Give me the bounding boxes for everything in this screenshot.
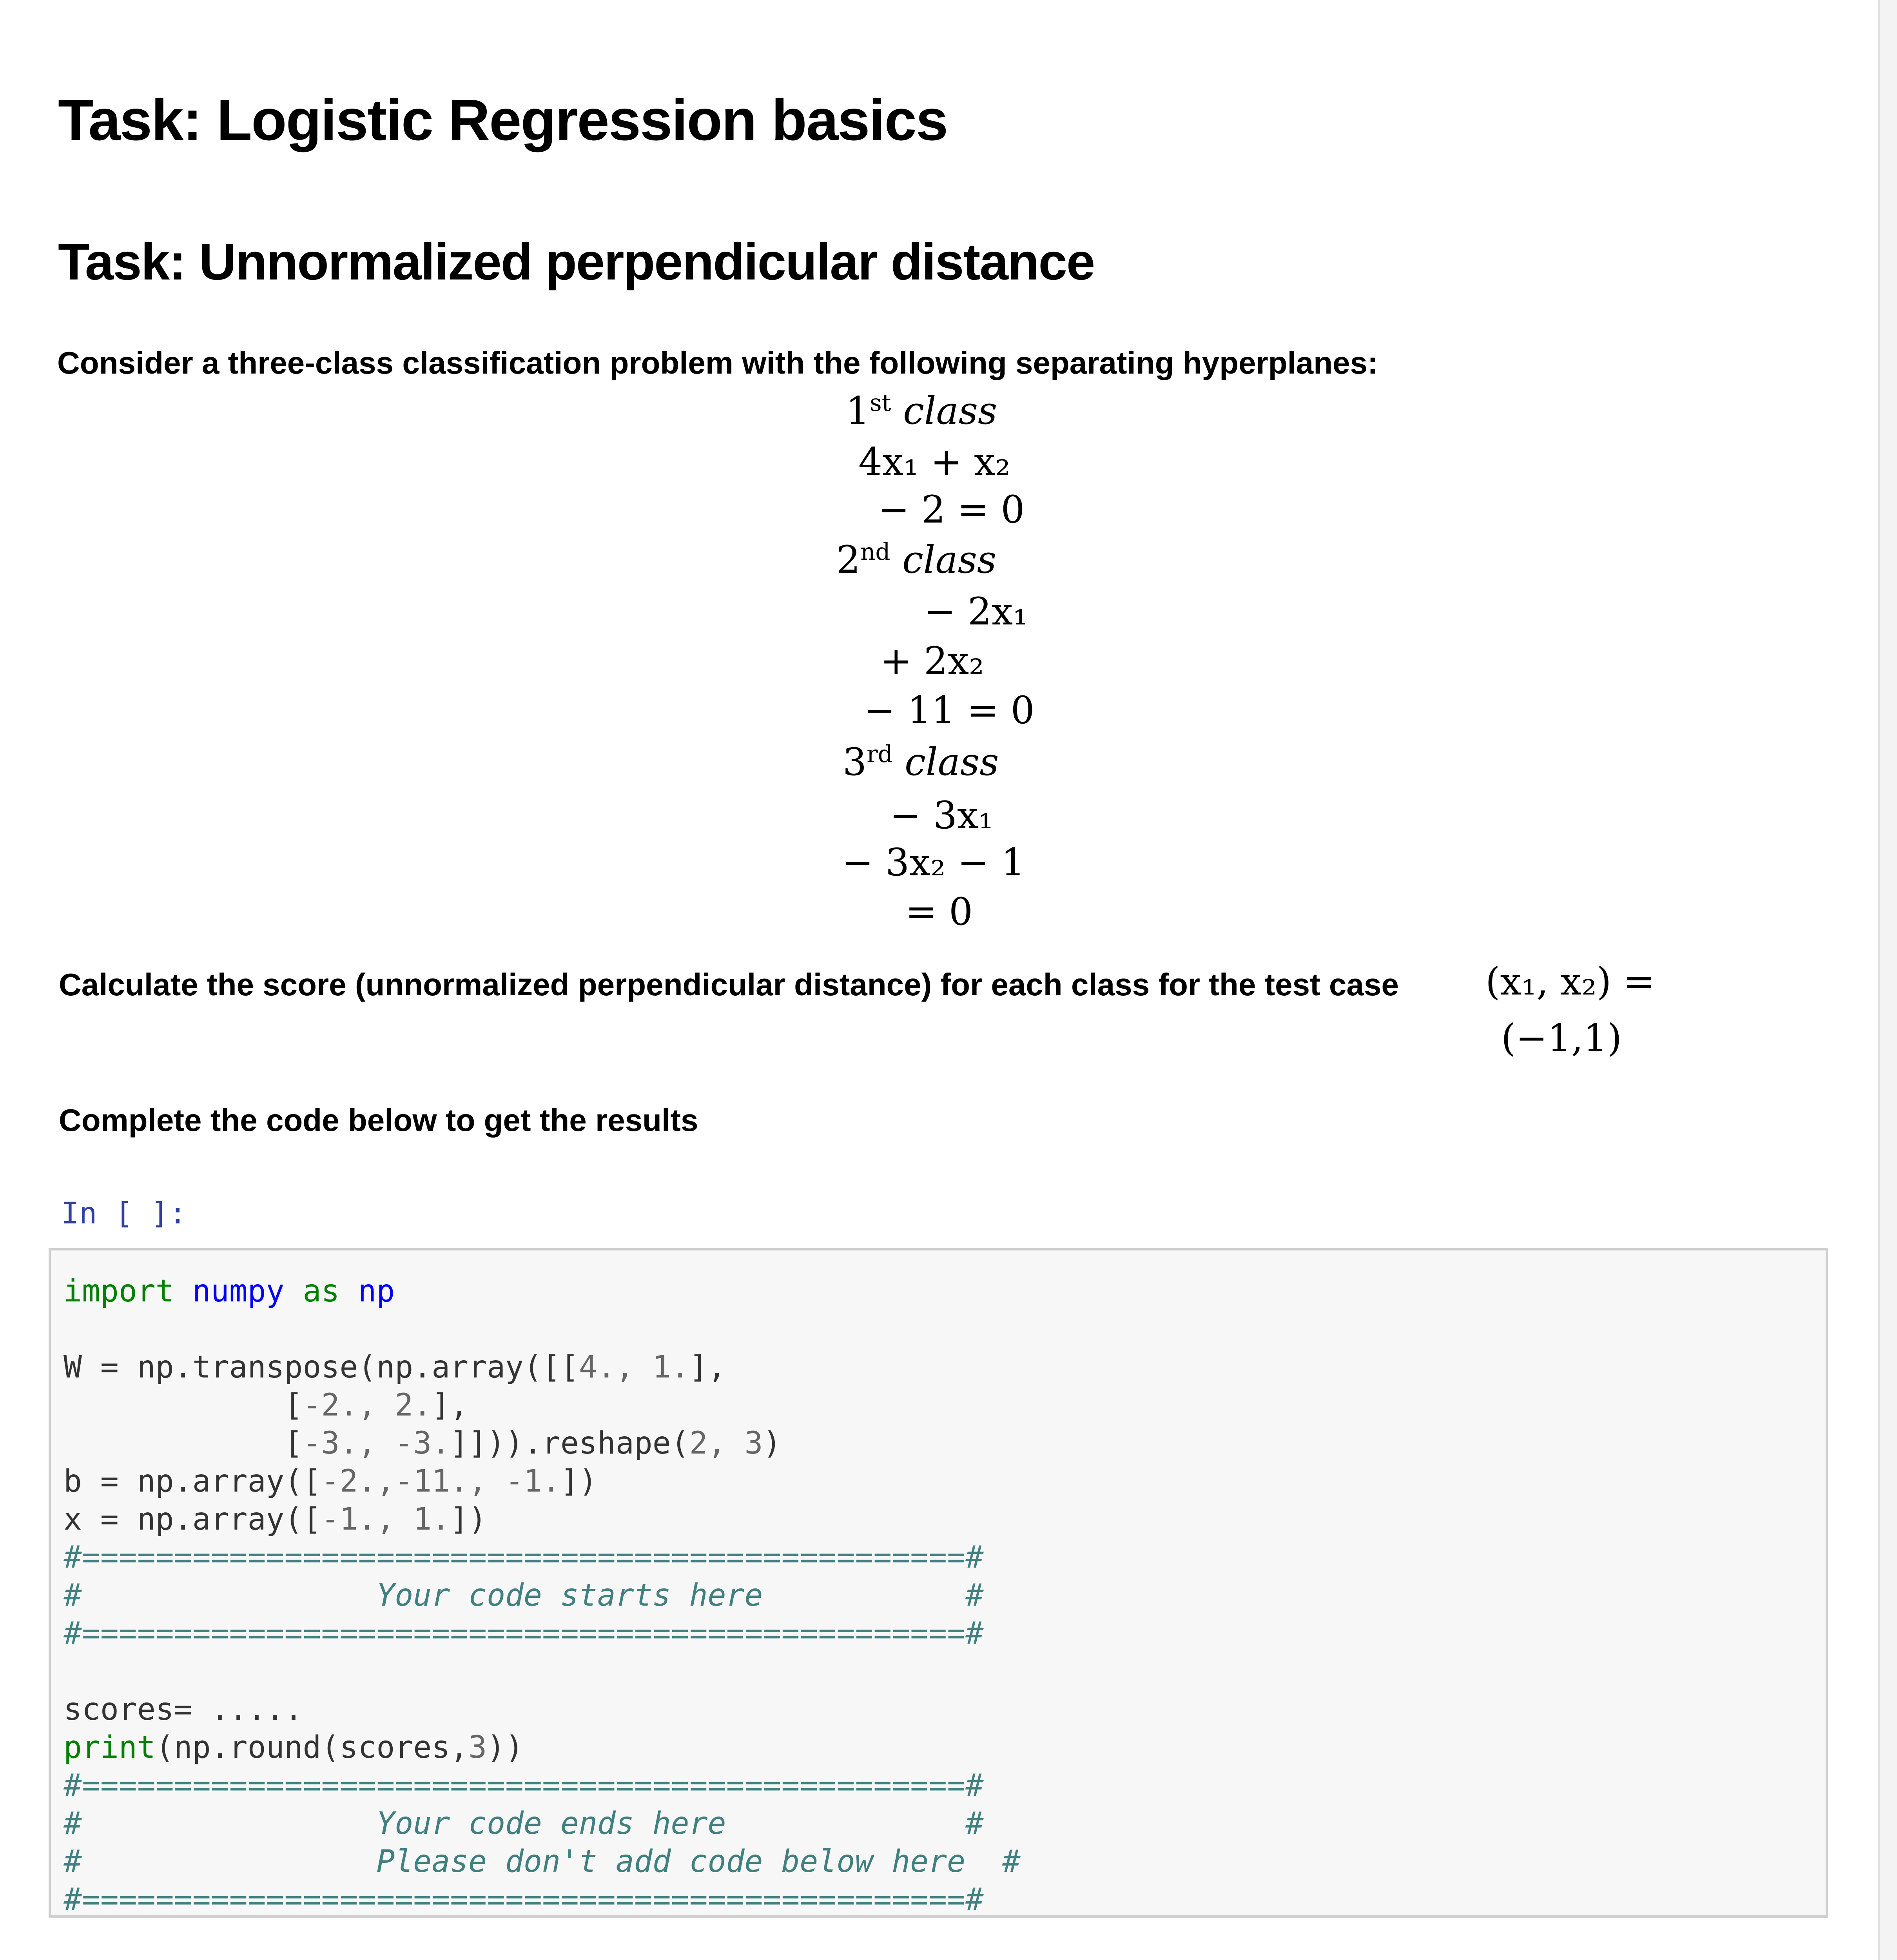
code-w-line1c: ], [689,1350,726,1385]
code-print-c: )) [487,1730,524,1765]
code-w-line1b: 4., 1. [579,1350,689,1385]
class1-eq-line2: − 2 = 0 [878,488,1025,532]
class2-eq-line1: − 2x₁ [924,590,1028,633]
class3-ord: 3 [843,740,867,784]
module-name: numpy [192,1274,285,1309]
class2-word: class [902,538,997,582]
class1-ord: 1 [846,389,870,433]
comment-separator-2: #================================================# [63,1616,984,1651]
code-print-fn: print [63,1730,156,1765]
page-scroll-edge [1878,0,1897,1960]
class1-sup: st [870,390,891,417]
code-print-b: 3 [468,1730,487,1765]
class3-eq-line2: − 3x₂ − 1 [842,840,1025,884]
code-scores-line: scores= ..... [63,1692,303,1727]
class3-label [843,740,999,784]
code-w-line3c: ]])).reshape( [450,1426,689,1461]
code-w-line3e: ) [763,1426,782,1461]
page-title: Task: Logistic Regression basics [58,88,948,152]
module-alias: np [358,1274,395,1309]
code-w-line2c: ], [432,1388,469,1423]
code-w-line3b: -3., -3. [303,1426,450,1461]
class1-label [846,389,997,433]
test-case-rhs: (−1,1) [1501,1016,1622,1060]
code-x-b: -1., 1. [321,1502,450,1537]
cell-prompt: In [ ]: [61,1196,187,1230]
class3-word: class [905,740,999,784]
code-b-a: b = np.array([ [63,1464,321,1499]
class2-eq-line2: + 2x₂ [880,639,984,683]
code-w-line2a: [ [63,1388,303,1423]
kw-as: as [303,1274,340,1309]
task1-heading: Task: Unnormalized perpendicular distance [58,233,1095,290]
class2-sup: nd [860,539,890,566]
class3-sup: rd [867,741,893,768]
code-b-b: -2.,-11., -1. [321,1464,560,1499]
class3-eq-line1: − 3x₁ [890,793,994,837]
code-cell[interactable] [49,1248,1828,1918]
class2-eq-line3: − 11 = 0 [864,688,1035,732]
code-w-line2b: -2., 2. [303,1388,432,1423]
comment-separator-3: #================================================# [63,1768,984,1803]
complete-code-instruction: Complete the code below to get the results [59,1103,698,1138]
code-w-line1a: W = np.transpose(np.array([[ [63,1350,579,1385]
class1-eq-line1: 4x₁ + x₂ [858,440,1010,484]
comment-code-ends: # Your code ends here # [63,1806,984,1841]
test-case-lhs: (x₁, x₂) = [1485,960,1655,1004]
code-b-c: ]) [560,1464,597,1499]
calc-instruction: Calculate the score (unnormalized perpendicular distance) for each class for the test case [59,967,1399,1002]
class1-word: class [903,389,997,433]
class3-eq-line3: = 0 [905,890,973,934]
comment-separator-4: #================================================# [63,1882,984,1917]
comment-separator-1: #================================================# [63,1540,984,1575]
class2-ord: 2 [836,538,861,582]
comment-code-starts: # Your code starts here # [63,1578,984,1613]
code-print-a: (np.round(scores, [155,1730,469,1765]
task1-intro: Consider a three-class classification problem with the following separating hyperplanes: [57,345,1378,380]
code-x-c: ]) [450,1502,487,1537]
code-x-a: x = np.array([ [63,1502,321,1537]
code-w-line3d: 2, 3 [689,1426,763,1461]
code-w-line3a: [ [63,1426,303,1461]
code-editor[interactable] [63,1272,1021,1919]
kw-import: import [63,1274,174,1309]
comment-dont-add: # Please don't add code below here # [63,1844,1021,1879]
class2-label [836,538,996,582]
